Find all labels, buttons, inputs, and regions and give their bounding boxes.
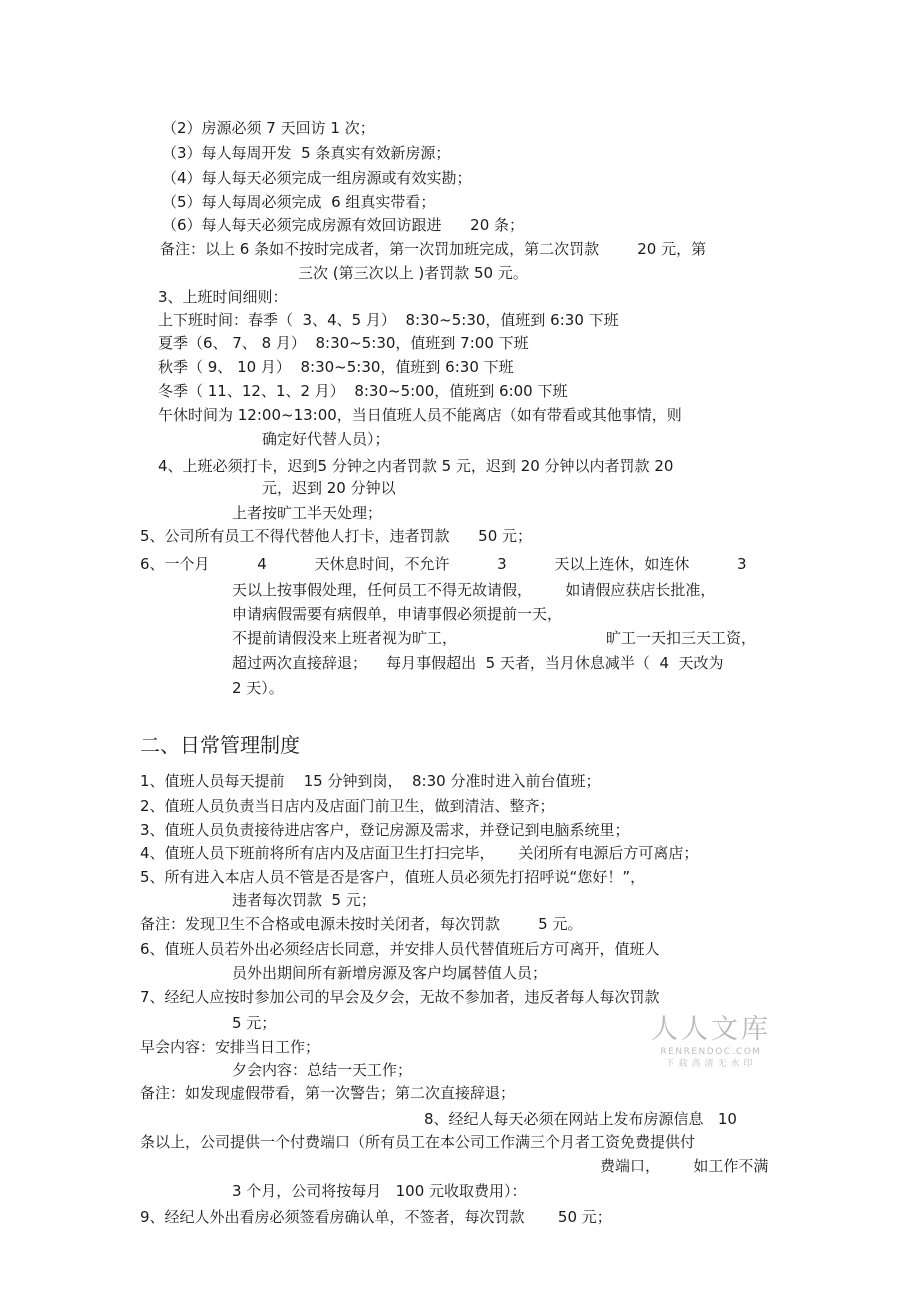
schedule-line: 确定好代替人员）； [262,430,390,448]
meeting-line: 夕会内容：总结一天工作； [232,1061,413,1079]
rule-line: 2 天）。 [232,679,284,697]
rule-line: 不提前请假没来上班者视为旷工， [232,629,458,647]
rule-line: 3 个月，公司将按每月 100 元收取费用）： [232,1182,527,1200]
rule-line: 5 元； [232,1014,277,1032]
watermark-subtitle: 下载高清无水印 [665,1059,757,1069]
note-line: 三次 (第三次以上 )者罚款 50 元。 [298,264,528,282]
rule-line: 上者按旷工半天处理； [232,504,383,522]
rule-line: 申请病假需要有病假单，申请事假必须提前一天， [232,605,563,623]
subheading: 3、上班时间细则： [158,288,288,306]
rule-line: 超过两次直接辞退； 每月事假超出 5 天者，当月休息减半（ 4 天改为 [232,654,724,672]
rule-line: 5、公司所有员工不得代替他人打卡，违者罚款 50 元； [140,527,533,545]
note-line: 备注：以上 6 条如不按时完成者，第一次罚加班完成，第二次罚款 20 元，第 [160,240,707,258]
rule-line: 1、值班人员每天提前 15 分钟到岗， 8:30 分准时进入前台值班； [140,772,601,790]
watermark [648,1014,774,1070]
rule-line: 4、值班人员下班前将所有店内及店面卫生打扫完毕， 关闭所有电源后方可离店； [140,844,699,862]
rule-line: 2、值班人员负责当日店内及店面门前卫生，做到清洁、整齐； [140,797,555,815]
rule-line: 天以上按事假处理，任何员工不得无故请假， 如请假应获店长批准， [232,581,716,599]
rule-line: 元，迟到 20 分钟以 [262,479,396,497]
rule-line: 6、值班人员若外出必须经店长同意，并安排人员代替值班后方可离开，值班人 [140,940,660,958]
rule-line: 3、值班人员负责接待进店客户，登记房源及需求，并登记到电脑系统里； [140,821,630,839]
watermark-title: 人人文库 [651,1014,771,1045]
schedule-line: 上下班时间：春季（ 3、4、5 月） 8:30~5:30，值班到 6:30 下班 [158,311,619,329]
watermark-url: RENRENDOC.COM [660,1047,762,1057]
rule-line: 违者每次罚款 5 元； [232,891,376,909]
rule-line: （2）房源必须 7 天回访 1 次； [162,119,375,137]
rule-line: 条以上，公司提供一个付费端口（所有员工在本公司工作满三个月者工资免费提供付 [140,1133,696,1151]
schedule-line: 冬季（ 11、12、1、2 月） 8:30~5:00，值班到 6:00 下班 [158,382,568,400]
section-heading: 二、日常管理制度 [140,733,300,757]
rule-line: 费端口， 如工作不满 [600,1157,769,1175]
schedule-line: 秋季（ 9、 10 月） 8:30~5:30，值班到 6:30 下班 [158,358,514,376]
rule-line: 8、经纪人每天必须在网站上发布房源信息 10 [424,1110,737,1128]
rule-line: （4）每人每天必须完成一组房源或有效实勘； [162,169,472,187]
schedule-line: 夏季（6、 7、 8 月） 8:30~5:30，值班到 7:00 下班 [158,334,529,352]
note-line: 备注：如发现虚假带看，第一次警告；第二次直接辞退； [140,1084,516,1102]
rule-line: 旷工一天扣三天工资， [606,629,757,647]
rule-line: 5、所有进入本店人员不管是否是客户，值班人员必须先打招呼说“您好！”， [140,868,646,886]
rule-line: 7、经纪人应按时参加公司的早会及夕会，无故不参加者，违反者每人每次罚款 [140,988,660,1006]
rule-line: 6、一个月 4 天休息时间，不允许 3 天以上连休，如连休 3 [140,555,747,573]
rule-line: 员外出期间所有新增房源及客户均属替值人员； [232,964,548,982]
schedule-line: 午休时间为 12:00~13:00，当日值班人员不能离店（如有带看或其他事情，则 [158,406,682,424]
rule-line: （5）每人每周必须完成 6 组真实带看； [162,193,436,211]
meeting-line: 早会内容：安排当日工作； [140,1038,321,1056]
note-line: 备注：发现卫生不合格或电源未按时关闭者，每次罚款 5 元。 [140,915,583,933]
rule-line: 9、经纪人外出看房必须签看房确认单，不签者，每次罚款 50 元； [140,1208,612,1226]
rule-line: （6）每人每天必须完成房源有效回访跟进 20 条； [162,216,525,234]
rule-line: （3）每人每周开发 5 条真实有效新房源； [162,144,451,162]
rule-line: 4、上班必须打卡，迟到5 分钟之内者罚款 5 元，迟到 20 分钟以内者罚款 20 [158,457,674,475]
